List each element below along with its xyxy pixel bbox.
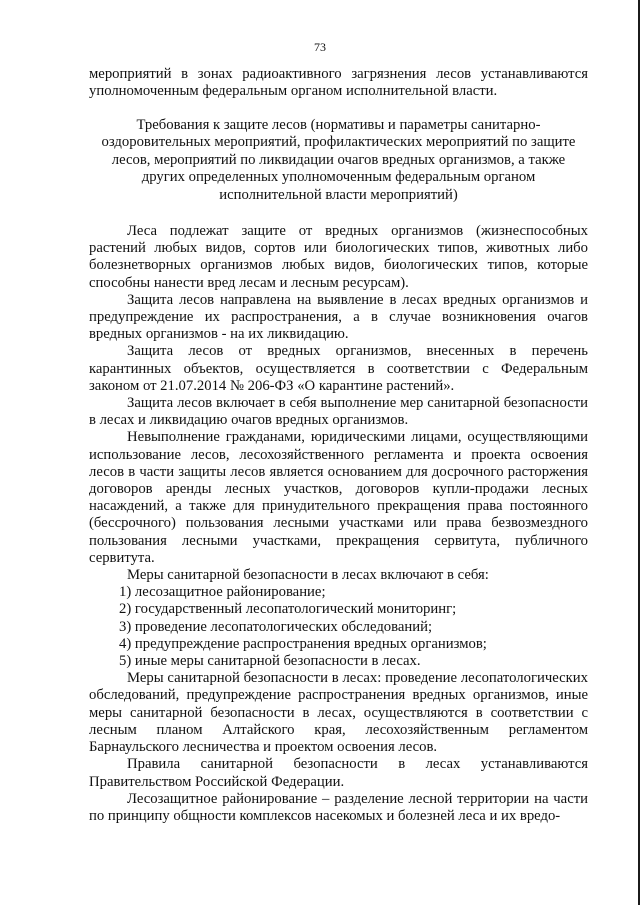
body-text: [89, 223, 588, 825]
paragraph: Защита лесов включает в себя выполнение мер санитарной безопасности в лесах и ликвидацию очагов вредных организмов.: [89, 395, 588, 429]
paragraph: Защита лесов направлена на выявление в лесах вредных организмов и предупреждение их распространения, а в случае возникновения очагов вредных организмов - на их ликвидацию.: [89, 291, 588, 343]
section-heading-text: Требования к защите лесов (нормативы и параметры санитарно-оздоровительных мероприятий, профилактических мероприятий по защите лесов, мероприятий по ликвидации очагов вредных организмов, а также других определенных уполномоченным федеральным органом исполнительной власти мероприятий): [101, 117, 576, 203]
page-number: 73: [314, 40, 326, 54]
section-heading: [89, 117, 588, 204]
list-item: 3) проведение лесопатологических обследований;: [119, 618, 433, 635]
list-item: 4) предупреждение распространения вредных организмов;: [119, 635, 487, 652]
paragraph: Леса подлежат защите от вредных организмов (жизнеспособных растений любых видов, сортов или биологических типов, животных либо болезнетворных организмов любых видов, биологических типов, которые способны нанести вред лесам и лесным ресурсам).: [89, 223, 588, 291]
paragraph: мероприятий в зонах радиоактивного загрязнения лесов устанавливаются уполномоченным федеральным органом исполнительной власти.: [89, 66, 588, 100]
paragraph: Невыполнение гражданами, юридическими лицами, осуществляющими использование лесов, лесохозяйственного регламента и проекта освоения лесов в части защиты лесов является основанием для досрочного расторжения договоров аренды лесных участков, договоров купли-продажи лесных насаждений, а также для принудительного прекращения права постоянного (бессрочного) пользования лесными участками или права безвозмездного пользования лесными участками, прекращения сервитута, публичного сервитута.: [89, 429, 588, 566]
list-item: 5) иные меры санитарной безопасности в лесах.: [119, 653, 421, 670]
paragraph: Меры санитарной безопасности в лесах: проведение лесопатологических обследований, предупреждение распространения вредных организмов, иные меры санитарной безопасности в лесах, осуществляются в соответствии с лесным планом Алтайского края, лесохозяйственным регламентом Барнаульского лесничества и проектом освоения лесов.: [89, 670, 588, 756]
list-item: 2) государственный лесопатологический мониторинг;: [119, 601, 457, 618]
intro-paragraph: [89, 66, 588, 100]
paragraph: Защита лесов от вредных организмов, внесенных в перечень карантинных объектов, осуществляется в соответствии с Федеральным законом от 21.07.2014 № 206-ФЗ «О карантине растений».: [89, 343, 588, 394]
paragraph: Лесозащитное районирование – разделение лесной территории на части по принципу общности комплексов насекомых и болезней леса и их вредо-: [89, 790, 588, 824]
measures-intro: Меры санитарной безопасности в лесах включают в себя:: [127, 567, 489, 584]
paragraph: Правила санитарной безопасности в лесах устанавливаются Правительством Российской Федерации.: [89, 756, 588, 790]
list-item: 1) лесозащитное районирование;: [119, 584, 326, 601]
